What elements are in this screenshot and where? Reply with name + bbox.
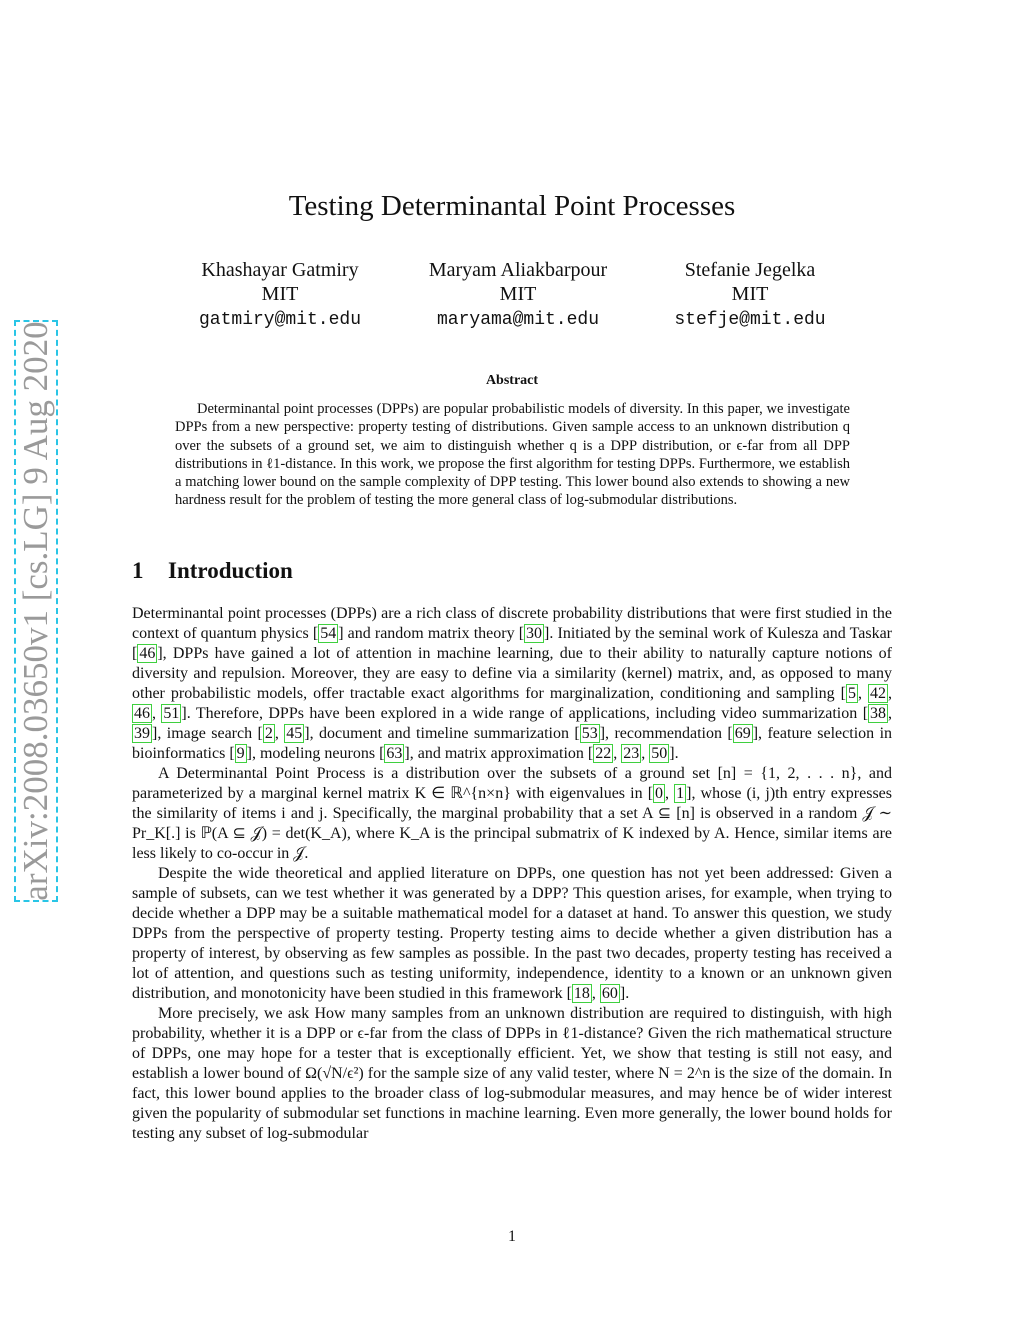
citation-link[interactable]: 46 <box>134 705 150 722</box>
citation-link[interactable]: 46 <box>139 645 156 662</box>
author-affiliation: MIT <box>499 283 537 305</box>
citation-link[interactable]: 22 <box>595 745 612 762</box>
author-email[interactable]: maryama@mit.edu <box>436 310 600 330</box>
paper-title: Testing Determinantal Point Processes <box>288 190 736 222</box>
abstract-heading: Abstract <box>485 373 539 388</box>
author-block <box>630 258 870 332</box>
body-text <box>132 604 892 1144</box>
citation-link[interactable]: 9 <box>236 745 245 762</box>
paragraph: Despite the wide theoretical and applied literature on DPPs, one question has not yet been addressed: Given a sample of subsets, can we test whether it was generated by a DPP? This question arises, for example, when trying to decide whether a DPP may be a suitable mathematical model for a dataset at hand. To answer this question, we study DPPs from the perspective of property testing. Property testing aims to decide whether a given distribution has a property of interest, by observing as few samples as possible. In the past two decades, property testing has received a lot of attention, and questions such as testing uniformity, independence, identity to a known or an unknown given distribution, and monotonicity have been studied in this framework [ 18 , 60 ]. <box>132 865 892 1002</box>
author-affiliation: MIT <box>261 283 299 305</box>
author-email[interactable]: stefje@mit.edu <box>674 310 826 330</box>
paragraph: Determinantal point processes (DPPs) are a rich class of discrete probability distributions that were first studied in the context of quantum physics [ 54 ] and random matrix theory [ 30 ]. Initiated by the seminal work of Kulesza and Taskar [ 46 ], DPPs have gained a lot of attention in machine learning, due to their ability to naturally capture notions of diversity and repulsion. Moreover, they are easy to define via a similarity (kernel) matrix, and, as opposed to many other probabilistic models, offer tractable exact algorithms for marginalization, conditioning and sampling [ 5 , 42 , 46 , 51 ]. Therefore, DPPs have been explored in a wide range of applications, including video summarization [ 38 , 39 ], image search [ 2 , 45 ], document and timeline summarization [ 53 ], recommendation [ 69 ], feature selection in bioinformatics [ 9 ], modeling neurons [ 63 ], and matrix approximation [ 22 , 23 , 50 ]. <box>132 605 893 762</box>
page-number: 1 <box>508 1228 516 1245</box>
citation-link[interactable]: 2 <box>264 725 273 742</box>
citation-link[interactable]: 50 <box>651 745 668 762</box>
section-title: Introduction <box>168 558 293 583</box>
citation-link[interactable]: 60 <box>601 985 618 1002</box>
section-number: 1 <box>132 558 144 583</box>
paragraph: More precisely, we ask How many samples from an unknown distribution are required to distinguish, with high probability, whether it is a DPP or ϵ-far from the class of DPPs in ℓ1-distance? Given the rich mathematical structure of DPPs, one may hope for a tester that is exceptionally efficient. Yet, we show that testing is still not easy, and establish a lower bound of Ω(√N/ϵ²) for the sample size of any valid tester, where N = 2^n is the size of the domain. In fact, this lower bound applies to the broader class of log-submodular measures, and may hence be of wider interest given the popularity of submodular set functions in machine learning. Even more generally, the lower bound holds for testing any subset of log-submodular <box>132 1005 892 1142</box>
author-name: Khashayar Gatmiry <box>201 259 359 281</box>
citation-link[interactable]: 63 <box>386 745 403 762</box>
citation-link[interactable]: 38 <box>870 705 887 722</box>
citation-link[interactable]: 39 <box>134 725 150 742</box>
author-affiliation: MIT <box>731 283 769 305</box>
citation-link[interactable]: 23 <box>623 745 640 762</box>
author-block <box>398 258 638 332</box>
citation-link[interactable]: 18 <box>573 985 590 1002</box>
arxiv-identifier[interactable]: arXiv:2008.03650v1 [cs.LG] 9 Aug 2020 <box>16 321 55 901</box>
citation-link[interactable]: 30 <box>526 625 543 642</box>
citation-link[interactable]: 5 <box>847 685 856 702</box>
section-heading <box>132 558 293 584</box>
author-block <box>160 258 400 332</box>
citation-link[interactable]: 1 <box>676 785 685 802</box>
citation-link[interactable]: 0 <box>655 785 664 802</box>
citation-link[interactable]: 53 <box>581 725 598 742</box>
abstract-content: Determinantal point processes (DPPs) are popular probabilistic models of diversity. In this paper, we investigate DPPs from a new perspective: property testing of distributions. Given sample access to an unknown distribution q over the subsets of a ground set, we aim to distinguish whether q is a DPP distribution, or ϵ-far from all DPP distributions in ℓ1-distance. In this work, we propose the first algorithm for testing DPPs. Furthermore, we establish a matching lower bound on the sample complexity of DPP testing. This lower bound also extends to showing a new hardness result for the problem of testing the more general class of log-submodular distributions. <box>175 401 850 509</box>
citation-link[interactable]: 45 <box>286 725 303 742</box>
paragraph: A Determinantal Point Process is a distribution over the subsets of a ground set [n] = {1, 2, . . . n}, and parameterized by a marginal kernel matrix K ∈ ℝ^{n×n} with eigenvalues in [ 0 , 1 ], whose (i, j)th entry expresses the similarity of items i and j. Specifically, the marginal probability that a set A ⊆ [n] is observed in a random 𝒥 ∼ Pr_K[.] is ℙ(A ⊆ 𝒥) = det(K_A), where K_A is the principal submatrix of K indexed by A. Hence, similar items are less likely to co-occur in 𝒥. <box>132 765 893 862</box>
citation-link[interactable]: 69 <box>734 725 751 742</box>
citation-link[interactable]: 54 <box>320 625 337 642</box>
author-email[interactable]: gatmiry@mit.edu <box>198 310 362 330</box>
citation-link[interactable]: 51 <box>163 705 180 722</box>
author-name: Maryam Aliakbarpour <box>428 259 608 281</box>
citation-link[interactable]: 42 <box>870 685 886 702</box>
abstract-text <box>175 400 850 510</box>
author-name: Stefanie Jegelka <box>684 259 816 281</box>
